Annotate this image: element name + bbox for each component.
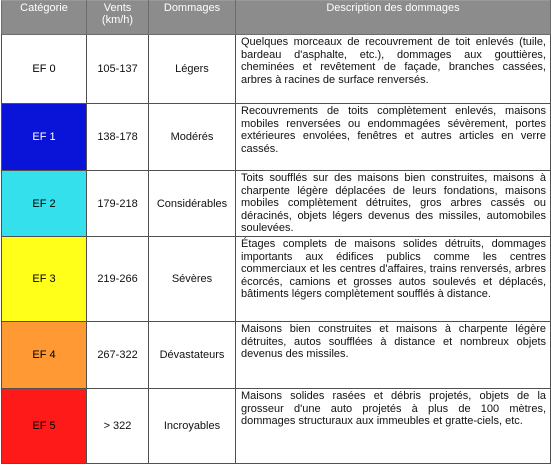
table-row [2, 389, 551, 464]
winds-cell: 105-137 [87, 35, 149, 104]
header-winds [87, 1, 149, 35]
winds-cell: 138-178 [87, 104, 149, 171]
category-cell: EF 5 [2, 389, 87, 464]
header-description: Description des dommages [236, 1, 551, 35]
winds-cell: > 322 [87, 389, 149, 464]
header-category: Catégorie [2, 1, 87, 35]
damages-cell: Incroyables [149, 389, 236, 464]
damages-cell: Dévastateurs [149, 322, 236, 389]
description-cell: Recouvrements de toits complètement enlevés, maisons mobiles renversées ou endommagées sévèrement, portes extérieures envolées, fenêtres et autres articles en verre cassés. [236, 104, 551, 171]
damages-cell: Légers [149, 35, 236, 104]
description-cell: Quelques morceaux de recouvrement de toit enlevés (tuile, bardeau d'asphalte, etc.), dommages aux gouttières, cheminées et revêtement de façade, branches cassées, arbres à racines de surface renversés. [236, 35, 551, 104]
table-row [2, 171, 551, 237]
category-cell: EF 1 [2, 104, 87, 171]
table-row [2, 237, 551, 322]
description-cell: Toits soufflés sur des maisons bien construites, maisons à charpente légère déplacées de leurs fondations, maisons mobiles complètement détruites, gros arbres cassés ou déracinés, objets légers devenus des missiles, automobiles soulevées. [236, 171, 551, 237]
table-row [2, 35, 551, 104]
table-row [2, 322, 551, 389]
table-row [2, 104, 551, 171]
header-damages: Dommages [149, 1, 236, 35]
ef-scale-table [1, 0, 551, 464]
category-cell: EF 4 [2, 322, 87, 389]
table-header-row [2, 1, 551, 35]
damages-cell: Modérés [149, 104, 236, 171]
description-cell: Maisons bien construites et maisons à charpente légère détruites, autos soufflées à distance et nombreux objets devenus des missiles. [236, 322, 551, 389]
description-cell: Étages complets de maisons solides détruits, dommages importants aux édifices publics comme les centres commerciaux et les centres d'affaires, trains renversés, arbres écorcés, camions et grosses autos soulevés et déplacés, bâtiments légers complètement soufflés à distance. [236, 237, 551, 322]
description-cell: Maisons solides rasées et débris projetés, objets de la grosseur d'une auto projetés à plus de 100 mètres, dommages structuraux aux immeubles et gratte-ciels, etc. [236, 389, 551, 464]
damages-cell: Sévères [149, 237, 236, 322]
winds-cell: 267-322 [87, 322, 149, 389]
winds-cell: 219-266 [87, 237, 149, 322]
winds-cell: 179-218 [87, 171, 149, 237]
category-cell: EF 3 [2, 237, 87, 322]
header-winds-unit: (km/h) [101, 14, 134, 26]
category-cell: EF 2 [2, 171, 87, 237]
category-cell: EF 0 [2, 35, 87, 104]
damages-cell: Considérables [149, 171, 236, 237]
header-winds-label: Vents [103, 2, 132, 14]
